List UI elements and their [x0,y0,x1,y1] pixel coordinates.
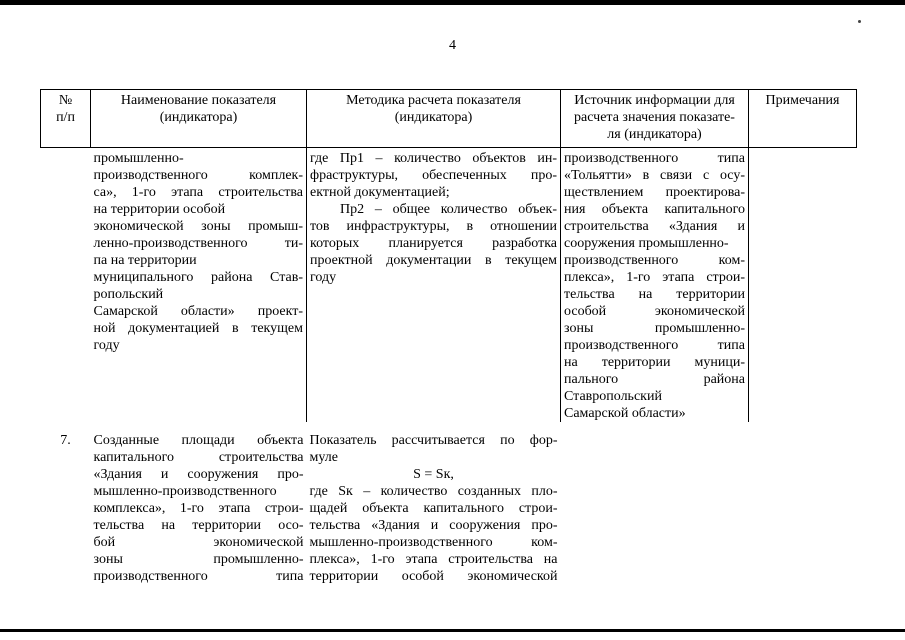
text-line: «Здания и сооружения про- [93,467,304,482]
text-line: сооружения промышленно- [564,236,729,251]
text-line: на территории муници- [564,355,745,370]
text-line: муниципального района Став- [93,270,303,285]
header-line: Примечания [765,93,840,108]
scan-speck [858,20,861,23]
top-page-rule [0,0,905,5]
row-number-cell: 7. [60,433,71,448]
header-line: Наименование показателя [120,93,277,108]
text-line: комплекса», 1-го этапа строи- [93,501,304,516]
text-line: зоны промышленно- [93,552,304,567]
text-line: ленно-производственного ти- [93,236,303,251]
text-line: тов инфраструктуры, в отношении [310,219,557,234]
text-line: щадей объекта капитального строи- [309,501,558,516]
header-line: ля (индикатора) [607,127,702,142]
table-row-continuation [41,148,857,423]
text-line: зоны промышленно- [564,321,745,336]
calculation-method-cell [307,422,561,585]
text-line: ектной документацией; [310,185,450,200]
text-line: пального района [564,372,745,387]
page-number: 4 [449,38,456,53]
text-line: капитального строительства [93,450,304,465]
text-line: экономической зоны промыш- [93,219,303,234]
header-line: Источник информации для [574,93,735,108]
header-line: (индикатора) [394,110,473,125]
information-source-cell [561,148,749,423]
header-line: (индикатора) [159,110,238,125]
text-line: Пр2 – общее количество объек- [340,202,557,217]
text-line: производственного комплек- [93,168,303,183]
text-line: на территории особой [93,202,226,217]
text-line: производственного типа [93,569,304,584]
information-source-cell [561,422,749,585]
table-row-7 [41,422,857,585]
text-line: бой экономической [93,535,304,550]
header-line: п/п [56,110,75,125]
text-line: проектной документации в текущем [310,253,557,268]
text-line: муле [309,450,338,465]
text-line: Ставропольский [564,389,662,404]
notes-cell [749,422,857,585]
header-notes [749,90,857,148]
text-line: производственного ком- [564,253,745,268]
text-line: году [93,338,120,353]
header-line: расчета значения показате- [574,110,735,125]
text-line: году [310,270,337,285]
formula: S = Sк, [413,467,454,482]
text-line: ществлением проектирова- [564,185,745,200]
bottom-page-rule [0,629,905,632]
header-number [41,90,91,148]
text-line: плекса», 1-го этапа строи- [564,270,745,285]
header-line: Методика расчета показателя [346,93,521,108]
indicator-table [40,89,857,585]
text-line: «Тольятти» в связи с осу- [564,168,745,183]
header-calculation-method [307,90,561,148]
header-indicator-name [91,90,307,148]
text-line: Самарской области» [564,406,686,421]
text-line: Самарской области» проект- [93,304,303,319]
text-line: тельства на территории осо- [93,518,304,533]
calculation-method-cell [307,148,561,423]
text-line: тельства на территории [564,287,745,302]
header-line: № [58,93,73,108]
indicator-name-cell [91,148,307,423]
text-line: ропольский [93,287,164,302]
text-line: тельства «Здания и сооружения про- [309,518,558,533]
row-number-cell [41,148,91,423]
table-header-row [41,90,857,148]
text-line: территории особой экономической [309,569,558,584]
text-line: где Пр1 – количество объектов ин- [310,151,557,166]
text-line: особой экономической [564,304,745,319]
text-line: производственного типа [564,151,745,166]
text-line: мышленно-производственного [93,484,277,499]
text-line: Показатель рассчитывается по фор- [309,433,558,448]
header-information-source [561,90,749,148]
notes-cell [749,148,857,423]
text-line: Созданные площади объекта [93,433,304,448]
text-line: промышленно- [93,151,184,166]
text-line: па на территории [93,253,197,268]
text-line: са», 1-го этапа строительства [93,185,303,200]
text-line: строительства «Здания и [564,219,745,234]
text-line: ной документацией в текущем [93,321,303,336]
text-line: мышленно-производственного ком- [309,535,558,550]
text-line: которых планируется разработка [310,236,557,251]
text-line: плекса», 1-го этапа строительства на [309,552,558,567]
text-line: ния объекта капитального [564,202,745,217]
indicator-name-cell [91,422,307,585]
text-line: производственного типа [564,338,745,353]
text-line: где Sк – количество созданных пло- [309,484,558,499]
text-line: фраструктуры, обеспеченных про- [310,168,557,183]
